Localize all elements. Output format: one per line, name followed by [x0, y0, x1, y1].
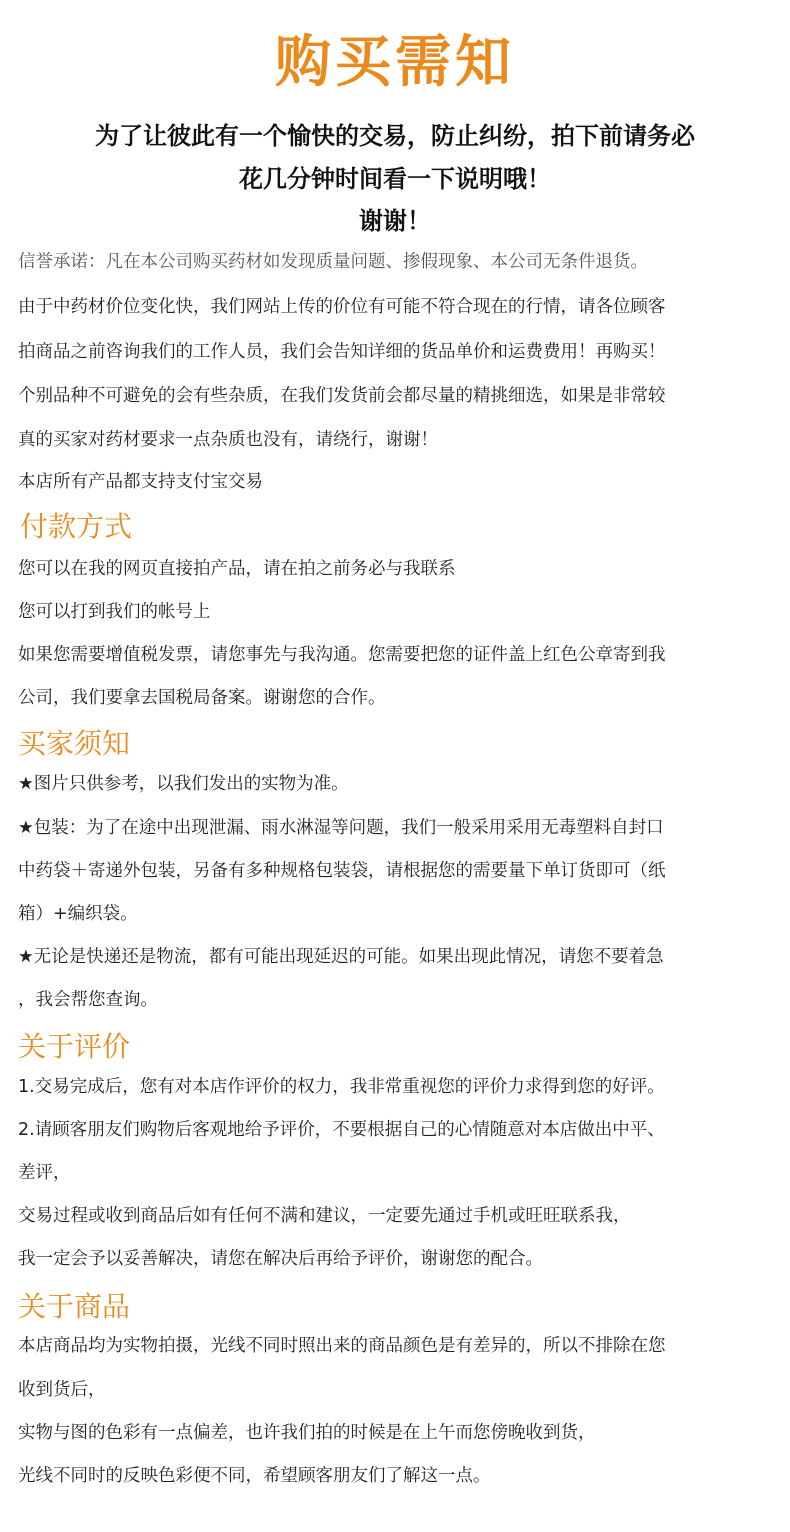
review-line: 1.交易完成后，您有对本店作评价的权力，我非常重视您的评价力求得到您的好评。: [18, 1077, 665, 1097]
notice-line: 由于中药材价位变化快，我们网站上传的价位有可能不符合现在的行情，请各位顾客: [18, 297, 666, 317]
intro-line-1: 为了让彼此有一个愉快的交易，防止纠纷，拍下前请务必: [95, 122, 695, 150]
product-line: 实物与图的色彩有一点偏差，也许我们拍的时候是在上午而您傍晚收到货，: [18, 1423, 596, 1443]
review-line: 2.请顾客朋友们购物后客观地给予评价，不要根据自己的心情随意对本店做出中平、: [18, 1120, 665, 1140]
review-line: 交易过程或收到商品后如有任何不满和建议，一定要先通过手机或旺旺联系我，: [18, 1206, 631, 1226]
buyer-line: 箱）+编织袋。: [18, 904, 138, 924]
buyer-line: ★无论是快递还是物流，都有可能出现延迟的可能。如果出现此情况，请您不要着急: [18, 947, 664, 967]
product-line: 光线不同时的反映色彩便不同，希望顾客朋友们了解这一点。: [18, 1466, 491, 1486]
review-line: 我一定会予以妥善解决，请您在解决后再给予评价，谢谢您的配合。: [18, 1249, 543, 1269]
payment-line: 您可以在我的网页直接拍产品，请在拍之前务必与我联系: [18, 559, 456, 579]
notice-line: 拍商品之前咨询我们的工作人员，我们会告知详细的货品单价和运费费用！再购买！: [18, 342, 666, 362]
buyer-line: ，我会帮您查询。: [18, 990, 158, 1010]
buyer-line: ★图片只供参考，以我们发出的实物为准。: [18, 774, 349, 794]
review-line: 差评，: [18, 1163, 71, 1183]
payment-line: 您可以打到我们的帐号上: [18, 602, 211, 622]
page-title: 购买需知: [275, 30, 515, 95]
buyer-line: ★包装：为了在途中出现泄漏、雨水淋湿等问题，我们一般采用采用无毒塑料自封口: [18, 818, 664, 838]
product-heading: 关于商品: [18, 1290, 131, 1323]
buyer-line: 中药袋＋寄递外包装，另备有多种规格包装袋，请根据您的需要量下单订货即可（纸: [18, 861, 666, 881]
credit-promise: 信誉承诺：凡在本公司购买药材如发现质量问题、掺假现象、本公司无条件退货。: [18, 252, 648, 272]
intro-line-2: 花几分钟时间看一下说明哦！: [239, 165, 551, 193]
notice-line: 本店所有产品都支持支付宝交易: [18, 472, 263, 492]
payment-heading: 付款方式: [20, 510, 133, 543]
intro-line-3: 谢谢！: [359, 207, 431, 235]
notice-line: 个别品种不可避免的会有些杂质，在我们发货前会都尽量的精挑细选，如果是非常较: [18, 386, 666, 406]
product-line: 收到货后，: [18, 1380, 106, 1400]
buyer-heading: 买家须知: [18, 727, 131, 760]
payment-line: 如果您需要增值税发票，请您事先与我沟通。您需要把您的证件盖上红色公章寄到我: [18, 645, 666, 665]
payment-line: 公司，我们要拿去国税局备案。谢谢您的合作。: [18, 688, 386, 708]
product-line: 本店商品均为实物拍摄，光线不同时照出来的商品颜色是有差异的，所以不排除在您: [18, 1336, 666, 1356]
review-heading: 关于评价: [18, 1030, 131, 1063]
notice-line: 真的买家对药材要求一点杂质也没有，请绕行，谢谢！: [18, 430, 438, 450]
